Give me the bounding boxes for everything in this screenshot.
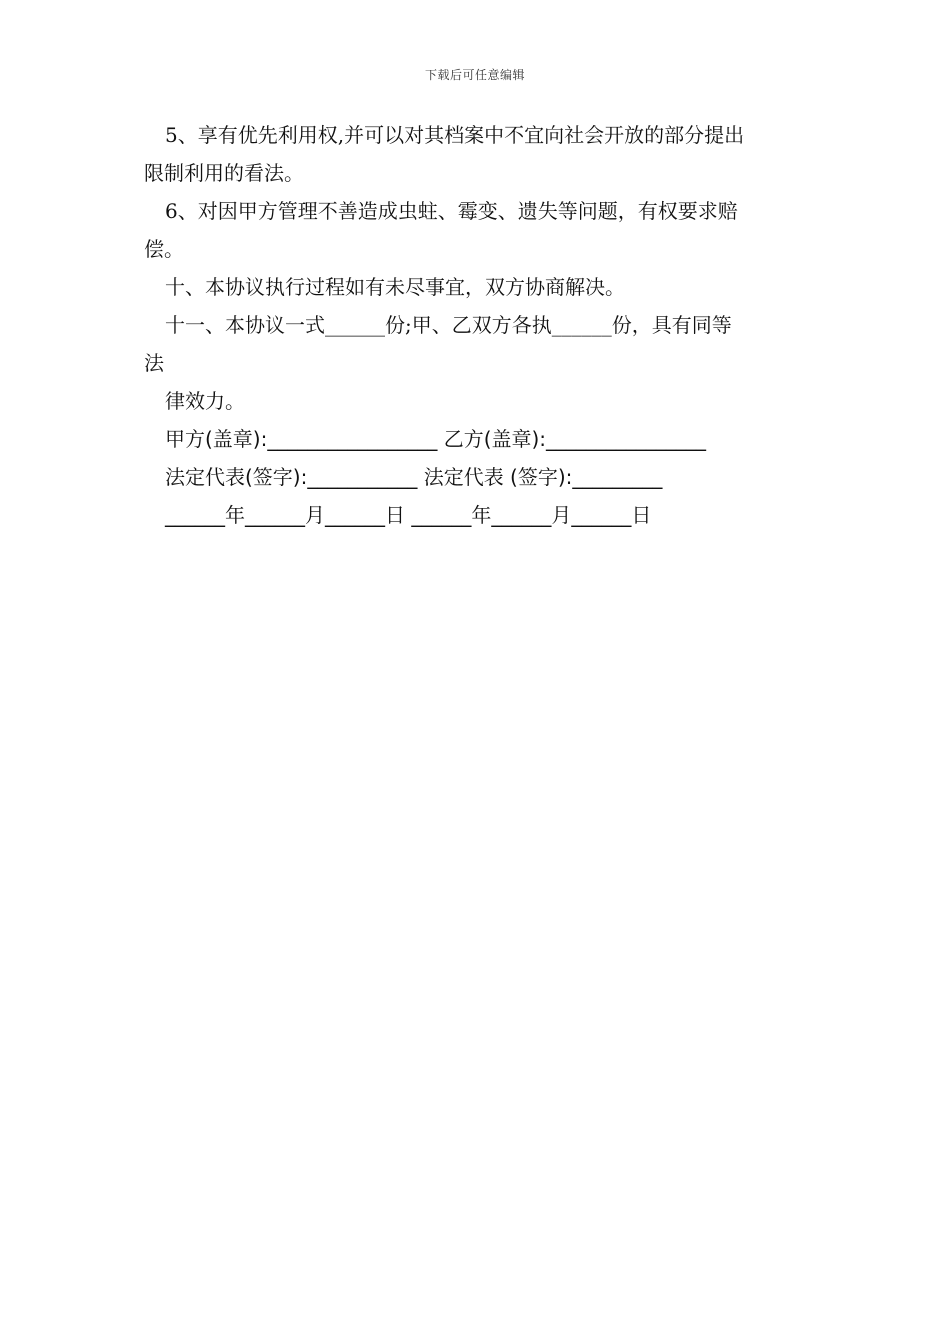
seal-line: 甲方(盖章):_________________ 乙方(盖章):________________ [165, 427, 707, 451]
clause-11-line-1: 十一、本协议一式______份;甲、乙双方各执______份，具有同等 [165, 313, 732, 337]
clause-6-line-2: 偿。 [144, 237, 184, 261]
document-body [144, 116, 808, 534]
date-line: ______年______月______日 ______年______月______日 [165, 503, 652, 527]
clause-11-line-2: 法 [144, 351, 164, 375]
clause-11-line-3: 律效力。 [165, 389, 245, 413]
page-header: 下载后可任意编辑 [424, 68, 525, 82]
legal-representative-line: 法定代表(签字):___________ 法定代表 (签字):_________ [165, 465, 663, 489]
clause-10: 十、本协议执行过程如有未尽事宜，双方协商解决。 [165, 275, 625, 299]
clause-6-line-1: 6、对因甲方管理不善造成虫蛀、霉变、遗失等问题，有权要求赔 [165, 199, 738, 223]
clause-5-line-1: 5、享有优先利用权,并可以对其档案中不宜向社会开放的部分提出 [165, 123, 745, 147]
clause-5-line-2: 限制利用的看法。 [144, 161, 304, 185]
